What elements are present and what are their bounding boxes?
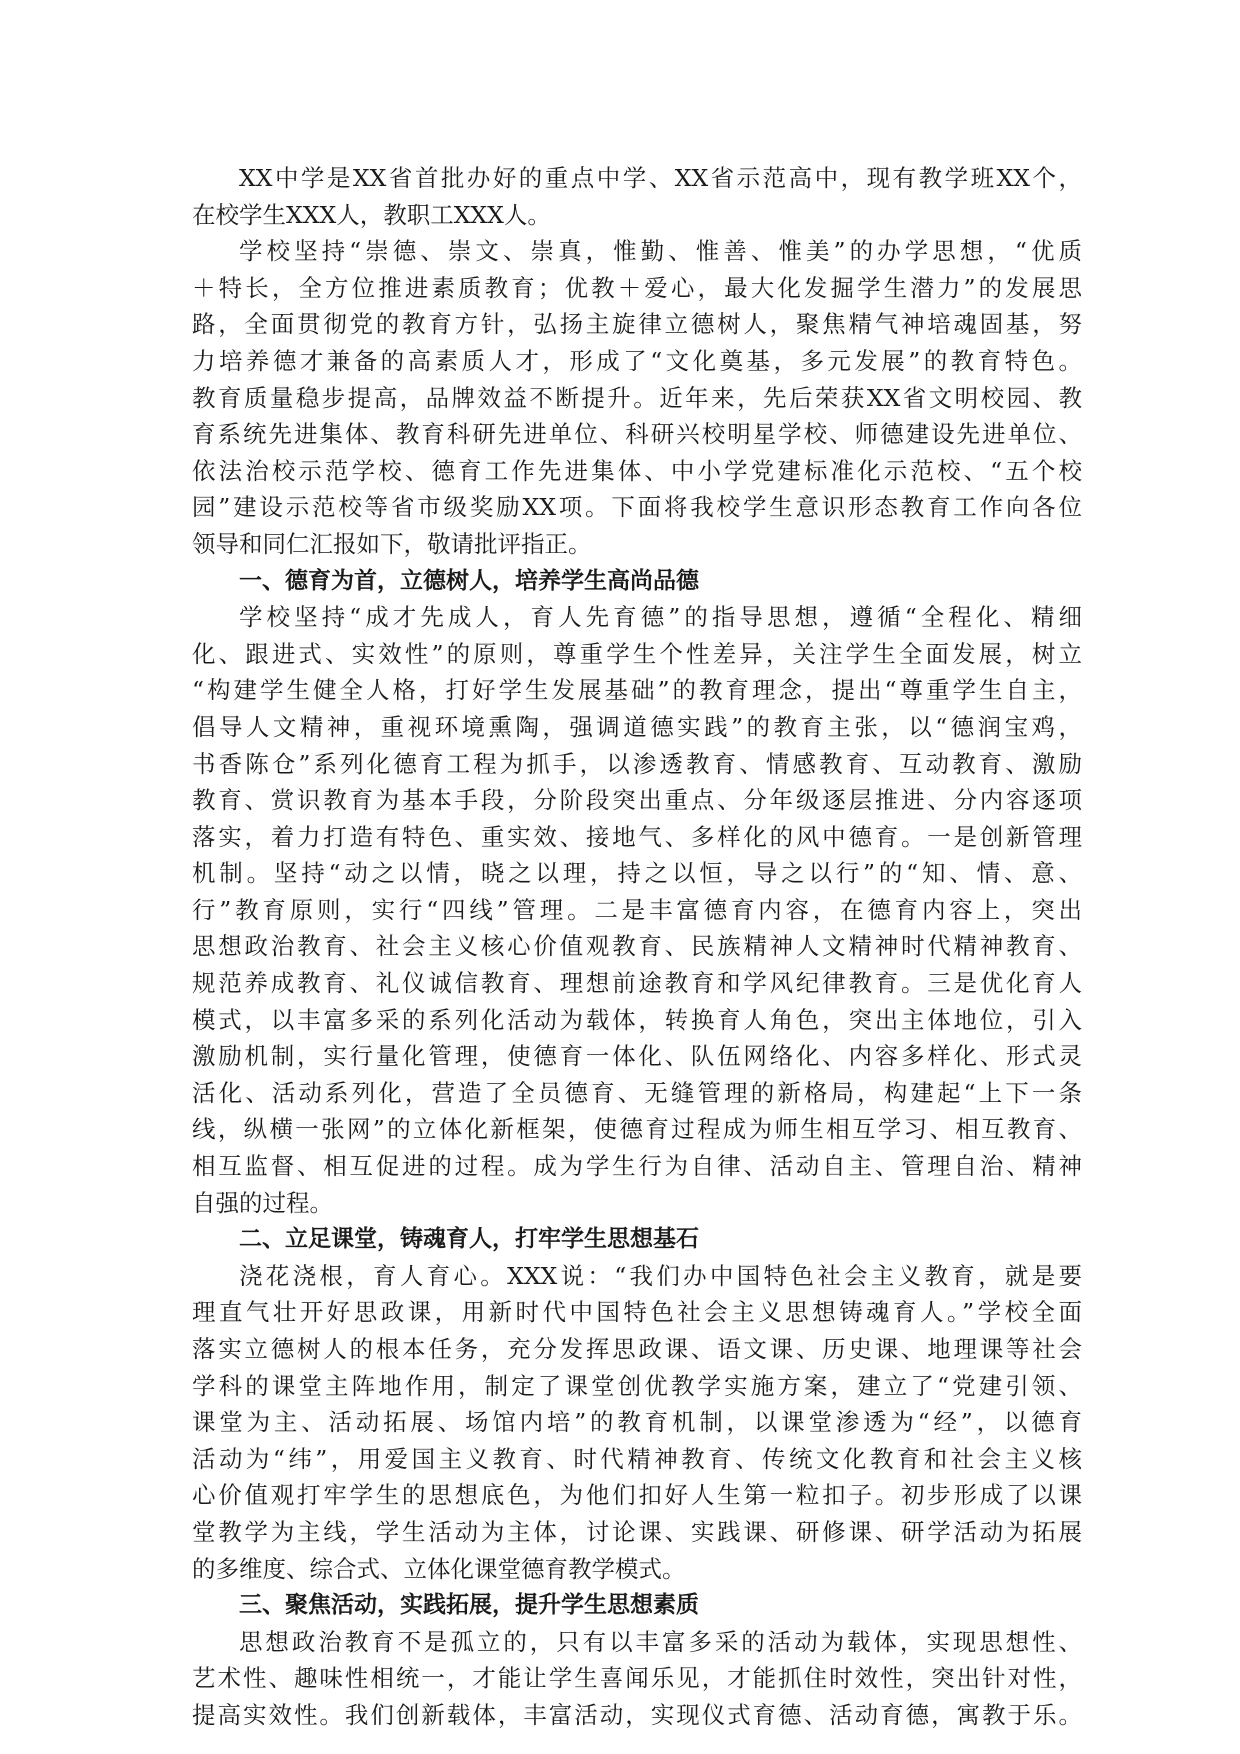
section-heading-3: 三、聚焦活动，实践拓展，提升学生思想素质 xyxy=(239,1592,699,1619)
section-2-paragraph xyxy=(192,1258,1082,1587)
document-page xyxy=(192,160,1082,1734)
philosophy-paragraph xyxy=(192,233,1082,562)
text-line: 艺术性、趣味性相统一，才能让学生喜闻乐见，才能抓住时效性，突出针对性， xyxy=(192,1664,1082,1693)
text-line: XX中学是XX省首批办好的重点中学、XX省示范高中，现有教学班XX个， xyxy=(239,164,1082,192)
text-line: 激励机制，实行量化管理，使德育一体化、队伍网络化、内容多样化、形式灵 xyxy=(192,1042,1082,1071)
text-line: 学科的课堂主阵地作用，制定了课堂创优教学实施方案，建立了“党建引领、 xyxy=(192,1371,1082,1400)
text-line: 理直气壮开好思政课，用新时代中国特色社会主义思想铸魂育人。”学校全面 xyxy=(192,1298,1082,1327)
text-line: 思想政治教育不是孤立的，只有以丰富多采的活动为载体，实现思想性、 xyxy=(239,1627,1082,1656)
text-line: 思想政治教育、社会主义核心价值观教育、民族精神人文精神时代精神教育、 xyxy=(192,932,1082,961)
text-line: 规范养成教育、礼仪诚信教育、理想前途教育和学风纪律教育。三是优化育人 xyxy=(192,969,1082,998)
text-line: 的多维度、综合式、立体化课堂德育教学模式。 xyxy=(192,1554,686,1583)
text-line: 在校学生XXX人，教职工XXX人。 xyxy=(192,200,551,229)
text-line: 提高实效性。我们创新载体，丰富活动，实现仪式育德、活动育德，寓教于乐。 xyxy=(192,1700,1082,1729)
text-line: 路，全面贯彻党的教育方针，弘扬主旋律立德树人，聚焦精气神培魂固基，努 xyxy=(192,310,1082,339)
text-line: 园”建设示范校等省市级奖励XX项。下面将我校学生意识形态教育工作向各位 xyxy=(192,493,1082,522)
text-line: ＋特长，全方位推进素质教育；优教＋爱心，最大化发掘学生潜力”的发展思 xyxy=(192,273,1082,302)
text-line: 落实立德树人的根本任务，充分发挥思政课、语文课、历史课、地理课等社会 xyxy=(192,1335,1082,1363)
text-line: 心价值观打牢学生的思想底色，为他们扣好人生第一粒扣子。初步形成了以课 xyxy=(192,1481,1082,1510)
text-line: 书香陈仓”系列化德育工程为抓手，以渗透教育、情感教育、互动教育、激励 xyxy=(192,749,1082,778)
text-line: 机制。坚持“动之以情，晓之以理，持之以恒，导之以行”的“知、情、意、 xyxy=(192,859,1082,888)
text-line: 堂教学为主线，学生活动为主体，讨论课、实践课、研修课、研学活动为拓展 xyxy=(192,1517,1082,1546)
text-line: 活化、活动系列化，营造了全员德育、无缝管理的新格局，构建起“上下一条 xyxy=(192,1078,1082,1107)
text-line: 化、跟进式、实效性”的原则，尊重学生个性差异，关注学生全面发展，树立 xyxy=(192,639,1082,668)
text-line: 相互监督、相互促进的过程。成为学生行为自律、活动自主、管理自治、精神 xyxy=(192,1152,1082,1181)
text-line: “构建学生健全人格，打好学生发展基础”的教育理念，提出“尊重学生自主， xyxy=(192,676,1082,705)
text-line: 行”教育原则，实行“四线”管理。二是丰富德育内容，在德育内容上，突出 xyxy=(192,895,1082,924)
text-line: 自强的过程。 xyxy=(192,1188,333,1217)
text-line: 线，纵横一张网”的立体化新框架，使德育过程成为师生相互学习、相互教育、 xyxy=(192,1115,1082,1144)
text-line: 学校坚持“崇德、崇文、崇真，惟勤、惟善、惟美”的办学思想，“优质 xyxy=(239,237,1082,266)
section-heading-1: 一、德育为首，立德树人，培养学生高尚品德 xyxy=(239,567,699,594)
intro-paragraph xyxy=(192,160,1082,233)
text-line: 依法治校示范学校、德育工作先进集体、中小学党建标准化示范校、“五个校 xyxy=(192,456,1082,485)
text-line: 模式，以丰富多采的系列化活动为载体，转换育人角色，突出主体地位，引入 xyxy=(192,1005,1082,1034)
text-line: 育系统先进集体、教育科研先进单位、科研兴校明星学校、师德建设先进单位、 xyxy=(192,420,1082,449)
text-line: 教育、赏识教育为基本手段，分阶段突出重点、分年级逐层推进、分内容逐项 xyxy=(192,786,1082,815)
text-line: 活动为“纬”，用爱国主义教育、时代精神教育、传统文化教育和社会主义核 xyxy=(192,1444,1082,1473)
section-3-paragraph xyxy=(192,1624,1082,1734)
text-line: 学校坚持“成才先成人，育人先育德”的指导思想，遵循“全程化、精细 xyxy=(239,603,1082,632)
text-line: 力培养德才兼备的高素质人才，形成了“文化奠基，多元发展”的教育特色。 xyxy=(192,346,1082,375)
text-line: 倡导人文精神，重视环境熏陶，强调道德实践”的教育主张，以“德润宝鸡， xyxy=(192,712,1082,741)
text-line: 领导和同仁汇报如下，敬请批评指正。 xyxy=(192,529,592,558)
text-line: 落实，着力打造有特色、重实效、接地气、多样化的风中德育。一是创新管理 xyxy=(192,822,1082,851)
text-line: 课堂为主、活动拓展、场馆内培”的教育机制，以课堂渗透为“经”，以德育 xyxy=(192,1408,1082,1437)
text-line: 教育质量稳步提高，品牌效益不断提升。近年来，先后荣获XX省文明校园、教 xyxy=(192,383,1082,412)
section-1-paragraph xyxy=(192,599,1082,1221)
section-heading-2: 二、立足课堂，铸魂育人，打牢学生思想基石 xyxy=(239,1226,699,1253)
text-line: 浇花浇根，育人育心。XXX说：“我们办中国特色社会主义教育，就是要 xyxy=(239,1261,1082,1290)
